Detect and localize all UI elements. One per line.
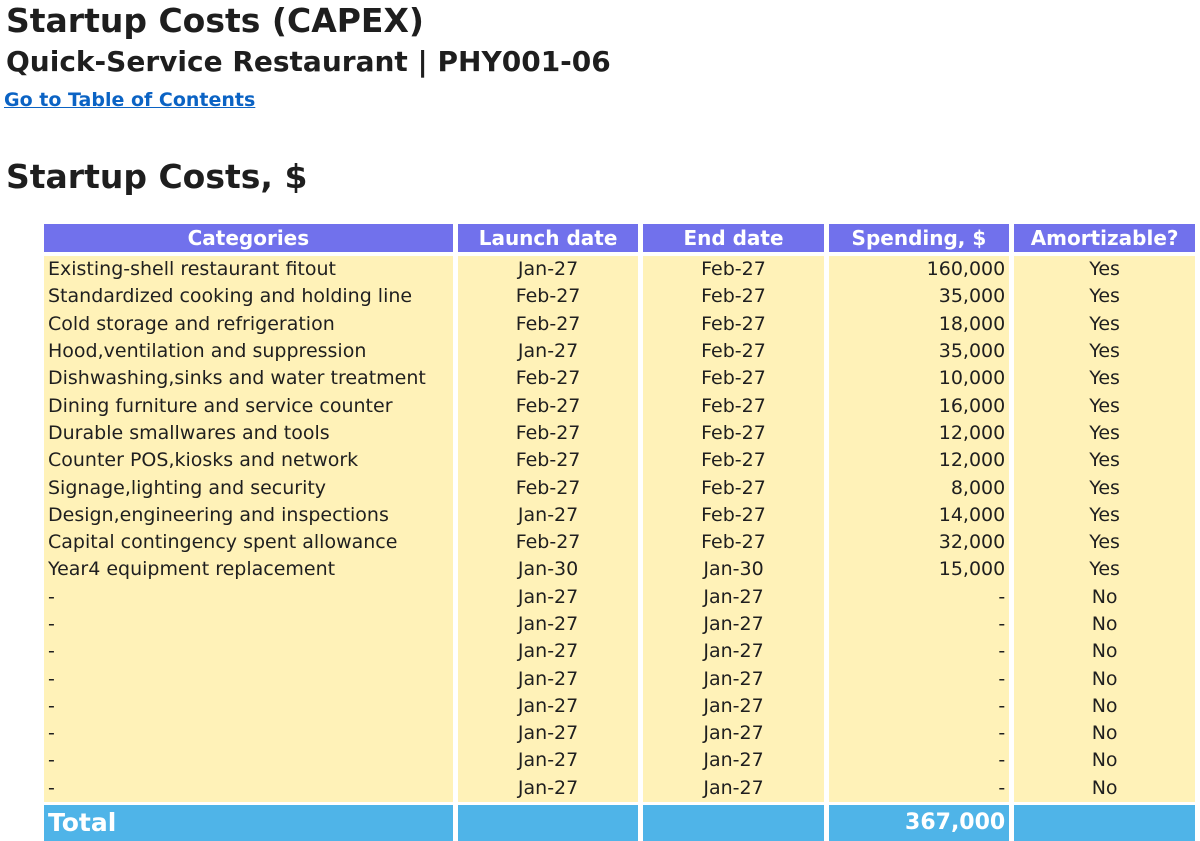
category-cell: - bbox=[44, 638, 453, 665]
category-cell: Capital contingency spent allowance bbox=[44, 529, 453, 556]
column-header-end-date: End date bbox=[643, 224, 823, 256]
spending-cell: - bbox=[829, 638, 1010, 665]
spending-cell: 8,000 bbox=[829, 474, 1010, 501]
amortizable-cell: Yes bbox=[1014, 392, 1195, 419]
total-label: Total bbox=[44, 802, 453, 841]
amortizable-cell: Yes bbox=[1014, 556, 1195, 583]
launch-date-cell: Feb-27 bbox=[458, 392, 639, 419]
table-row bbox=[44, 584, 1195, 611]
spending-cell: - bbox=[829, 665, 1010, 692]
amortizable-cell: No bbox=[1014, 747, 1195, 774]
end-date-cell: Jan-27 bbox=[643, 693, 823, 720]
table-header-row bbox=[44, 224, 1195, 256]
launch-date-cell: Jan-27 bbox=[458, 256, 639, 283]
spending-cell: 35,000 bbox=[829, 283, 1010, 310]
end-date-cell: Jan-27 bbox=[643, 775, 823, 802]
end-date-cell: Feb-27 bbox=[643, 256, 823, 283]
spending-cell: 12,000 bbox=[829, 420, 1010, 447]
amortizable-cell: Yes bbox=[1014, 447, 1195, 474]
launch-date-cell: Jan-27 bbox=[458, 611, 639, 638]
category-cell: - bbox=[44, 611, 453, 638]
page-title: Startup Costs (CAPEX) bbox=[6, 1, 424, 40]
end-date-cell: Feb-27 bbox=[643, 338, 823, 365]
end-date-cell: Jan-27 bbox=[643, 747, 823, 774]
category-cell: Hood,ventilation and suppression bbox=[44, 338, 453, 365]
end-date-cell: Jan-30 bbox=[643, 556, 823, 583]
table-row bbox=[44, 311, 1195, 338]
end-date-cell: Feb-27 bbox=[643, 392, 823, 419]
category-cell: Signage,lighting and security bbox=[44, 474, 453, 501]
category-cell: - bbox=[44, 665, 453, 692]
launch-date-cell: Feb-27 bbox=[458, 529, 639, 556]
amortizable-cell: Yes bbox=[1014, 365, 1195, 392]
table-row bbox=[44, 474, 1195, 501]
launch-date-cell: Jan-27 bbox=[458, 638, 639, 665]
end-date-cell: Jan-27 bbox=[643, 584, 823, 611]
launch-date-cell: Feb-27 bbox=[458, 447, 639, 474]
amortizable-cell: No bbox=[1014, 720, 1195, 747]
total-amortizable-cell bbox=[1014, 802, 1195, 841]
table-row bbox=[44, 775, 1195, 802]
category-cell: Counter POS,kiosks and network bbox=[44, 447, 453, 474]
spending-cell: 160,000 bbox=[829, 256, 1010, 283]
total-end-cell bbox=[643, 802, 823, 841]
category-cell: Dishwashing,sinks and water treatment bbox=[44, 365, 453, 392]
amortizable-cell: Yes bbox=[1014, 420, 1195, 447]
table-row bbox=[44, 638, 1195, 665]
table-row bbox=[44, 420, 1195, 447]
table-row bbox=[44, 665, 1195, 692]
table-row bbox=[44, 529, 1195, 556]
end-date-cell: Feb-27 bbox=[643, 502, 823, 529]
launch-date-cell: Jan-27 bbox=[458, 502, 639, 529]
launch-date-cell: Jan-27 bbox=[458, 584, 639, 611]
launch-date-cell: Jan-27 bbox=[458, 720, 639, 747]
table-of-contents-link[interactable]: Go to Table of Contents bbox=[4, 89, 256, 111]
launch-date-cell: Jan-27 bbox=[458, 747, 639, 774]
page-subtitle: Quick-Service Restaurant | PHY001-06 bbox=[6, 45, 611, 78]
end-date-cell: Jan-27 bbox=[643, 720, 823, 747]
column-header-launch-date: Launch date bbox=[458, 224, 639, 256]
amortizable-cell: Yes bbox=[1014, 311, 1195, 338]
table-row bbox=[44, 556, 1195, 583]
total-launch-cell bbox=[458, 802, 639, 841]
category-cell: - bbox=[44, 720, 453, 747]
amortizable-cell: Yes bbox=[1014, 529, 1195, 556]
launch-date-cell: Feb-27 bbox=[458, 420, 639, 447]
startup-costs-table bbox=[39, 224, 1200, 841]
table-row bbox=[44, 365, 1195, 392]
spending-cell: 16,000 bbox=[829, 392, 1010, 419]
total-spending: 367,000 bbox=[829, 802, 1010, 841]
spending-cell: 15,000 bbox=[829, 556, 1010, 583]
amortizable-cell: Yes bbox=[1014, 338, 1195, 365]
spending-cell: 35,000 bbox=[829, 338, 1010, 365]
launch-date-cell: Jan-27 bbox=[458, 665, 639, 692]
table-row bbox=[44, 693, 1195, 720]
end-date-cell: Feb-27 bbox=[643, 420, 823, 447]
table-row bbox=[44, 720, 1195, 747]
category-cell: Durable smallwares and tools bbox=[44, 420, 453, 447]
spending-cell: 14,000 bbox=[829, 502, 1010, 529]
end-date-cell: Jan-27 bbox=[643, 611, 823, 638]
table-row bbox=[44, 447, 1195, 474]
amortizable-cell: No bbox=[1014, 611, 1195, 638]
spending-cell: 18,000 bbox=[829, 311, 1010, 338]
amortizable-cell: Yes bbox=[1014, 283, 1195, 310]
amortizable-cell: No bbox=[1014, 638, 1195, 665]
table-row bbox=[44, 392, 1195, 419]
launch-date-cell: Feb-27 bbox=[458, 365, 639, 392]
end-date-cell: Feb-27 bbox=[643, 447, 823, 474]
category-cell: Design,engineering and inspections bbox=[44, 502, 453, 529]
launch-date-cell: Feb-27 bbox=[458, 474, 639, 501]
end-date-cell: Jan-27 bbox=[643, 665, 823, 692]
launch-date-cell: Jan-27 bbox=[458, 338, 639, 365]
table-row bbox=[44, 747, 1195, 774]
amortizable-cell: No bbox=[1014, 665, 1195, 692]
spending-cell: 32,000 bbox=[829, 529, 1010, 556]
total-row bbox=[44, 802, 1195, 841]
end-date-cell: Feb-27 bbox=[643, 283, 823, 310]
table-row bbox=[44, 502, 1195, 529]
spending-cell: - bbox=[829, 693, 1010, 720]
category-cell: Year4 equipment replacement bbox=[44, 556, 453, 583]
table-row bbox=[44, 611, 1195, 638]
amortizable-cell: No bbox=[1014, 775, 1195, 802]
launch-date-cell: Feb-27 bbox=[458, 311, 639, 338]
table-row bbox=[44, 283, 1195, 310]
category-cell: - bbox=[44, 775, 453, 802]
table-row bbox=[44, 256, 1195, 283]
amortizable-cell: Yes bbox=[1014, 256, 1195, 283]
end-date-cell: Jan-27 bbox=[643, 638, 823, 665]
amortizable-cell: Yes bbox=[1014, 474, 1195, 501]
spending-cell: 10,000 bbox=[829, 365, 1010, 392]
section-title: Startup Costs, $ bbox=[6, 157, 308, 196]
column-header-amortizable: Amortizable? bbox=[1014, 224, 1195, 256]
amortizable-cell: No bbox=[1014, 693, 1195, 720]
category-cell: Existing-shell restaurant fitout bbox=[44, 256, 453, 283]
category-cell: Dining furniture and service counter bbox=[44, 392, 453, 419]
spending-cell: - bbox=[829, 611, 1010, 638]
category-cell: Standardized cooking and holding line bbox=[44, 283, 453, 310]
launch-date-cell: Jan-30 bbox=[458, 556, 639, 583]
launch-date-cell: Feb-27 bbox=[458, 283, 639, 310]
end-date-cell: Feb-27 bbox=[643, 365, 823, 392]
category-cell: - bbox=[44, 693, 453, 720]
amortizable-cell: Yes bbox=[1014, 502, 1195, 529]
column-header-categories: Categories bbox=[44, 224, 453, 256]
end-date-cell: Feb-27 bbox=[643, 311, 823, 338]
amortizable-cell: No bbox=[1014, 584, 1195, 611]
category-cell: - bbox=[44, 584, 453, 611]
spending-cell: - bbox=[829, 720, 1010, 747]
spending-cell: - bbox=[829, 584, 1010, 611]
column-header-spending: Spending, $ bbox=[829, 224, 1010, 256]
launch-date-cell: Jan-27 bbox=[458, 775, 639, 802]
launch-date-cell: Jan-27 bbox=[458, 693, 639, 720]
end-date-cell: Feb-27 bbox=[643, 474, 823, 501]
table-row bbox=[44, 338, 1195, 365]
spending-cell: 12,000 bbox=[829, 447, 1010, 474]
category-cell: - bbox=[44, 747, 453, 774]
spending-cell: - bbox=[829, 775, 1010, 802]
end-date-cell: Feb-27 bbox=[643, 529, 823, 556]
category-cell: Cold storage and refrigeration bbox=[44, 311, 453, 338]
spending-cell: - bbox=[829, 747, 1010, 774]
